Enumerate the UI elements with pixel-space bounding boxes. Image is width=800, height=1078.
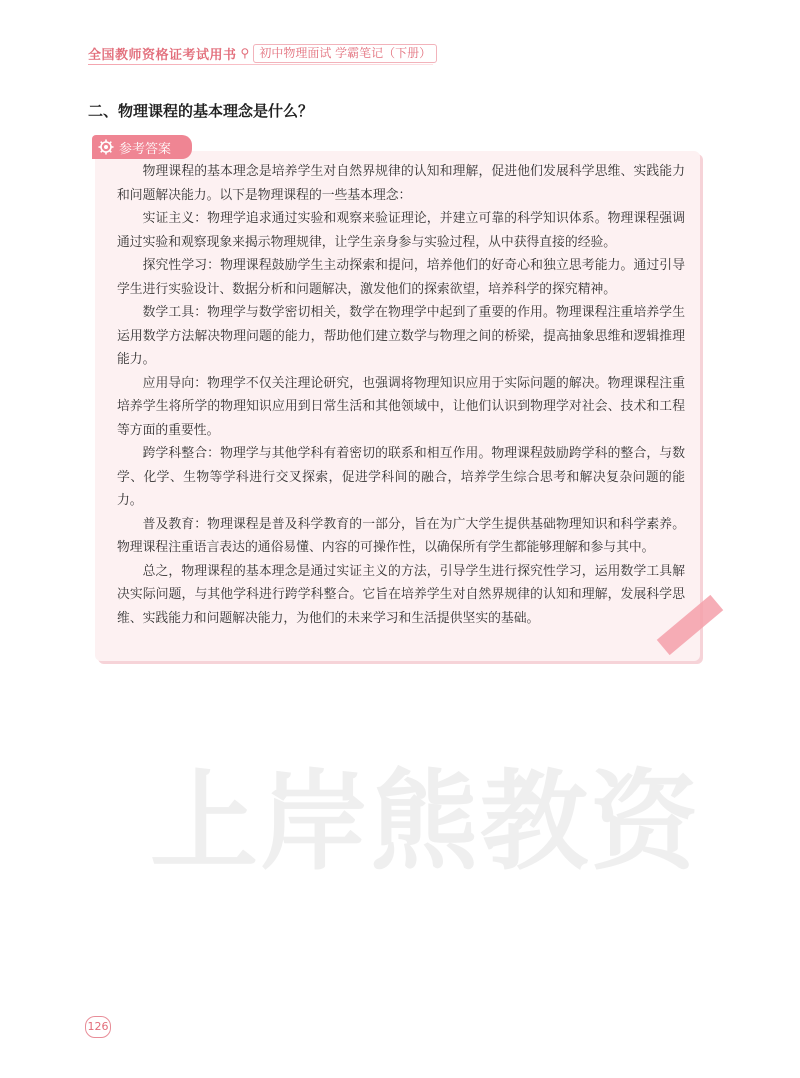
- paragraph-summary: 总之，物理课程的基本理念是通过实证主义的方法，引导学生进行探究性学习，运用数学工具解决实际问题，与其他学科进行跨学科整合。它旨在培养学生对自然界规律的认知和理解，发展科学思维、实践能力和问题解决能力，为他们的未来学习和生活提供坚实的基础。: [117, 563, 685, 626]
- paragraph-popularization: 普及教育：物理课程是普及科学教育的一部分，旨在为广大学生提供基础物理知识和科学素养。物理课程注重语言表达的通俗易懂、内容的可操作性，以确保所有学生都能够理解和参与其中。: [117, 516, 685, 555]
- book-title: 全国教师资格证考试用书: [88, 47, 237, 63]
- paragraph-interdisciplinary: 跨学科整合：物理学与其他学科有着密切的联系和相互作用。物理课程鼓励跨学科的整合，与数学、化学、生物等学科进行交叉探索，促进学科间的融合，培养学生综合思考和解决复杂问题的能力。: [117, 446, 685, 508]
- watermark-text: 上岸熊教资: [150, 760, 701, 885]
- header-separator-icon: ⚲: [240, 46, 250, 60]
- answer-content: [117, 160, 685, 630]
- gear-icon: [98, 139, 114, 155]
- running-header: [88, 42, 608, 64]
- answer-tag: [92, 135, 192, 159]
- paragraph-empiricism: 实证主义：物理学追求通过实验和观察来验证理论，并建立可靠的科学知识体系。物理课程强调通过实验和观察现象来揭示物理规律，让学生亲身参与实验过程，从中获得直接的经验。: [117, 211, 685, 250]
- book-subtitle: 初中物理面试 学霸笔记（下册）: [253, 44, 437, 63]
- paragraph-intro: 物理课程的基本理念是培养学生对自然界规律的认知和理解，促进他们发展科学思维、实践能力和问题解决能力。以下是物理课程的一些基本理念：: [117, 164, 685, 203]
- paragraph-math-tools: 数学工具：物理学与数学密切相关，数学在物理学中起到了重要的作用。物理课程注重培养学生运用数学方法解决物理问题的能力，帮助他们建立数学与物理之间的桥梁，提高抽象思维和逻辑推理能力。: [117, 305, 685, 367]
- header-divider: [88, 64, 433, 65]
- page-number: 126: [85, 1016, 111, 1038]
- question-heading: 二、物理课程的基本理念是什么？: [88, 102, 314, 120]
- paragraph-inquiry: 探究性学习：物理课程鼓励学生主动探索和提问，培养他们的好奇心和独立思考能力。通过引导学生进行实验设计、数据分析和问题解决，激发他们的探索欲望，培养科学的探究精神。: [117, 258, 685, 297]
- answer-tag-label: 参考答案: [119, 141, 172, 157]
- paragraph-application: 应用导向：物理学不仅关注理论研究，也强调将物理知识应用于实际问题的解决。物理课程注重培养学生将所学的物理知识应用到日常生活和其他领域中，让他们认识到物理学对社会、技术和工程等方面的重要性。: [117, 375, 685, 438]
